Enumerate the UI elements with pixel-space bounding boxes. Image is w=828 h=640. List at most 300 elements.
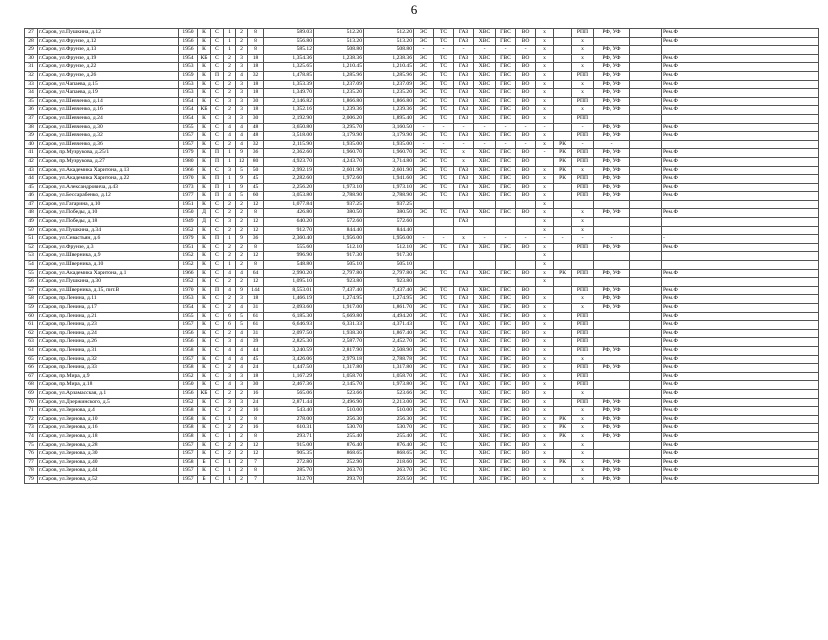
cell-entrances: 6 (224, 321, 236, 330)
cell-roof-repair (554, 475, 572, 484)
cell-roof-repair (554, 407, 572, 416)
cell-apartments: 30 (248, 381, 264, 390)
cell-heating: ТС (434, 304, 454, 313)
cell-facade-type: РФ, УФ (594, 269, 630, 278)
cell-row-number: 50 (25, 226, 38, 235)
table-row (25, 304, 819, 313)
cell-gas: ГАЗ (454, 218, 474, 227)
cell-hot-water: ГВС (496, 338, 516, 347)
cell-facade-maintenance: Рем.Ф (662, 71, 819, 80)
cell-marker-a: х (536, 467, 554, 476)
cell-address: г.Саров, пр.Музрукова, д.27 (38, 157, 179, 166)
cell-extra (630, 132, 662, 141)
cell-row-number: 48 (25, 209, 38, 218)
table-row (25, 218, 819, 227)
cell-year-built: 1951 (179, 243, 198, 252)
cell-address: г.Саров, пр.Ленина, д.24 (38, 329, 179, 338)
cell-living-area: 263.70 (314, 467, 364, 476)
cell-wall-material: К (198, 269, 211, 278)
cell-extra (630, 364, 662, 373)
cell-year-built: 1957 (179, 140, 198, 149)
cell-living-area: 1,866.80 (314, 97, 364, 106)
cell-facade-maintenance: Рем.Ф (662, 467, 819, 476)
cell-sewerage: ВО (516, 157, 536, 166)
cell-facade-maintenance: Рем.Ф (662, 63, 819, 72)
cell-address: г.Саров, ул.Бессарабенко, д.12 (38, 192, 179, 201)
cell-gas: ГАЗ (454, 192, 474, 201)
cell-sewerage: ВО (516, 106, 536, 115)
cell-entrances: 1 (224, 415, 236, 424)
cell-address: г.Саров, пр.Музрукова, д.25/1 (38, 149, 179, 158)
cell-floors: 3 (236, 63, 248, 72)
cell-electricity: ЭС (414, 71, 434, 80)
cell-roof-repair (554, 37, 572, 46)
cell-residential-area: 263.70 (364, 467, 414, 476)
cell-extra (630, 29, 662, 38)
cell-total-area: 556.80 (264, 37, 314, 46)
table-row (25, 346, 819, 355)
cell-total-area: 915.00 (264, 441, 314, 450)
cell-electricity (414, 261, 434, 270)
cell-extra (630, 415, 662, 424)
cell-address: г.Саров, ул.Зернова, д.4 (38, 407, 179, 416)
cell-apartments: 8 (248, 209, 264, 218)
cell-heating: ТС (434, 106, 454, 115)
cell-electricity (414, 321, 434, 330)
cell-roof-repair (554, 295, 572, 304)
cell-marker-a: х (536, 252, 554, 261)
cell-gas: ГАЗ (454, 243, 474, 252)
cell-year-built: 1966 (179, 166, 198, 175)
cell-wall-material: К (198, 467, 211, 476)
cell-row-number: 38 (25, 123, 38, 132)
cell-roof-repair: РК (554, 140, 572, 149)
cell-extra (630, 475, 662, 484)
cell-apartments: 16 (248, 424, 264, 433)
cell-floors: 2 (236, 243, 248, 252)
cell-cold-water: ХВС (474, 355, 496, 364)
cell-total-area: 8,553.01 (264, 286, 314, 295)
cell-floors: 3 (236, 295, 248, 304)
cell-year-built: 1952 (179, 261, 198, 270)
cell-residential-area: 512.20 (364, 29, 414, 38)
cell-roof-repair (554, 200, 572, 209)
cell-roof-repair (554, 80, 572, 89)
cell-address: г.Саров, ул.Академика Харитона, д.22 (38, 175, 179, 184)
cell-heating (434, 278, 454, 287)
cell-floors: 3 (236, 398, 248, 407)
cell-year-built: 1953 (179, 89, 198, 98)
cell-year-built: 1959 (179, 71, 198, 80)
cell-cold-water: ХВС (474, 304, 496, 313)
cell-category: С (211, 467, 224, 476)
cell-floors: 2 (236, 209, 248, 218)
cell-living-area: 2,601.90 (314, 166, 364, 175)
cell-roof-repair: РК (554, 424, 572, 433)
cell-row-number: 69 (25, 389, 38, 398)
cell-electricity: ЭС (414, 157, 434, 166)
cell-marker-a: х (536, 166, 554, 175)
cell-floors: 4 (236, 338, 248, 347)
cell-cold-water: ХВС (474, 183, 496, 192)
cell-electricity: ЭС (414, 475, 434, 484)
cell-total-area: 2,825.30 (264, 338, 314, 347)
cell-gas (454, 467, 474, 476)
cell-year-built: 1979 (179, 149, 198, 158)
cell-extra (630, 63, 662, 72)
cell-living-area: 3,295.70 (314, 123, 364, 132)
table-row (25, 329, 819, 338)
cell-total-area: 555.60 (264, 243, 314, 252)
cell-total-area: 1,095.10 (264, 278, 314, 287)
cell-year-built: 1970 (179, 175, 198, 184)
cell-facade-maintenance: Рем.Ф (662, 321, 819, 330)
cell-address: г.Саров, ул.Севастьян, д.6 (38, 235, 179, 244)
cell-hot-water: ГВС (496, 458, 516, 467)
cell-electricity: ЭС (414, 415, 434, 424)
cell-floors: 3 (236, 97, 248, 106)
table-row (25, 89, 819, 98)
cell-floors: 2 (236, 450, 248, 459)
cell-facade-maintenance: Рем.Ф (662, 450, 819, 459)
cell-row-number: 34 (25, 89, 38, 98)
cell-row-number: 56 (25, 278, 38, 287)
cell-electricity (414, 278, 434, 287)
cell-facade-maintenance (662, 252, 819, 261)
cell-wall-material: К (198, 140, 211, 149)
cell-facade-type: РФ, УФ (594, 54, 630, 63)
cell-residential-area: 2,213.00 (364, 398, 414, 407)
cell-facade-repair: РПП (572, 71, 594, 80)
cell-sewerage: ВО (516, 364, 536, 373)
cell-extra (630, 252, 662, 261)
cell-roof-repair (554, 398, 572, 407)
cell-apartments: 45 (248, 175, 264, 184)
cell-row-number: 49 (25, 218, 38, 227)
cell-living-area: 512.10 (314, 243, 364, 252)
cell-wall-material: К (198, 29, 211, 38)
cell-entrances: 6 (224, 312, 236, 321)
cell-cold-water: ХВС (474, 381, 496, 390)
cell-cold-water: ХВС (474, 389, 496, 398)
cell-facade-maintenance: Рем.Ф (662, 80, 819, 89)
cell-extra (630, 269, 662, 278)
cell-residential-area: 4,494.20 (364, 312, 414, 321)
cell-heating: ТС (434, 29, 454, 38)
cell-gas (454, 424, 474, 433)
cell-residential-area: 508.80 (364, 46, 414, 55)
cell-year-built: 1950 (179, 209, 198, 218)
cell-entrances: 2 (224, 54, 236, 63)
cell-floors: 2 (236, 226, 248, 235)
cell-hot-water: ГВС (496, 441, 516, 450)
cell-category: С (211, 37, 224, 46)
cell-hot-water: ГВС (496, 243, 516, 252)
cell-sewerage: ВО (516, 450, 536, 459)
cell-electricity: ЭС (414, 355, 434, 364)
cell-entrances: 2 (224, 226, 236, 235)
cell-facade-type: РФ, УФ (594, 424, 630, 433)
cell-heating: ТС (434, 346, 454, 355)
cell-row-number: 44 (25, 175, 38, 184)
cell-residential-area: 2,797.80 (364, 269, 414, 278)
table-row (25, 321, 819, 330)
cell-apartments: 30 (248, 97, 264, 106)
table-row (25, 140, 819, 149)
cell-category: С (211, 243, 224, 252)
cell-entrances: 4 (224, 286, 236, 295)
cell-facade-repair: РПП (572, 149, 594, 158)
table-row (25, 381, 819, 390)
cell-facade-type: РФ, УФ (594, 46, 630, 55)
cell-entrances: 2 (224, 200, 236, 209)
cell-address: г.Саров, ул.Чапаева, д.19 (38, 89, 179, 98)
cell-gas (454, 475, 474, 484)
cell-year-built: 1956 (179, 389, 198, 398)
cell-cold-water: ХВС (474, 54, 496, 63)
cell-electricity: ЭС (414, 149, 434, 158)
cell-entrances: 1 (224, 37, 236, 46)
cell-residential-area: 1,941.60 (364, 175, 414, 184)
cell-hot-water: - (496, 140, 516, 149)
cell-sewerage: ВО (516, 89, 536, 98)
cell-wall-material: К (198, 114, 211, 123)
cell-living-area: 4,243.70 (314, 157, 364, 166)
cell-living-area: 1,938.30 (314, 329, 364, 338)
cell-floors: 12 (236, 157, 248, 166)
cell-residential-area: 1,317.80 (364, 364, 414, 373)
cell-facade-type: РФ, УФ (594, 183, 630, 192)
cell-living-area: 1,972.60 (314, 175, 364, 184)
cell-apartments: 18 (248, 89, 264, 98)
cell-total-area: 996.90 (264, 252, 314, 261)
cell-total-area: 585.12 (264, 46, 314, 55)
cell-year-built: 1958 (179, 424, 198, 433)
cell-extra (630, 424, 662, 433)
cell-facade-repair: х (572, 432, 594, 441)
cell-apartments: 16 (248, 389, 264, 398)
table-row (25, 432, 819, 441)
cell-facade-maintenance: Рем.Ф (662, 54, 819, 63)
cell-total-area: 2,467.36 (264, 381, 314, 390)
cell-row-number: 64 (25, 346, 38, 355)
cell-gas: ГАЗ (454, 71, 474, 80)
cell-marker-a: х (536, 458, 554, 467)
cell-floors: 4 (236, 364, 248, 373)
cell-facade-repair: РПП (572, 114, 594, 123)
table-row (25, 149, 819, 158)
cell-cold-water: ХВС (474, 243, 496, 252)
cell-facade-type (594, 114, 630, 123)
cell-apartments: 7 (248, 458, 264, 467)
cell-entrances: 1 (224, 432, 236, 441)
cell-living-area: 255.40 (314, 432, 364, 441)
cell-category: С (211, 278, 224, 287)
cell-cold-water (474, 218, 496, 227)
housing-stock-table (24, 28, 819, 484)
cell-extra (630, 321, 662, 330)
cell-living-area: 2,788.90 (314, 192, 364, 201)
cell-heating: ТС (434, 398, 454, 407)
cell-electricity: ЭС (414, 441, 434, 450)
cell-total-area: 1,447.50 (264, 364, 314, 373)
table-row (25, 209, 819, 218)
cell-heating: ТС (434, 355, 454, 364)
cell-wall-material: К (198, 37, 211, 46)
cell-facade-type: РФ, УФ (594, 106, 630, 115)
cell-electricity (414, 226, 434, 235)
cell-address: г.Саров, ул.Шевченко, д.24 (38, 114, 179, 123)
cell-hot-water: ГВС (496, 209, 516, 218)
cell-year-built: 1952 (179, 226, 198, 235)
cell-wall-material: К (198, 183, 211, 192)
cell-entrances: 2 (224, 441, 236, 450)
cell-facade-repair: х (572, 80, 594, 89)
cell-roof-repair (554, 97, 572, 106)
cell-row-number: 36 (25, 106, 38, 115)
cell-apartments: 16 (248, 407, 264, 416)
cell-residential-area: 259.50 (364, 475, 414, 484)
cell-wall-material: К (198, 132, 211, 141)
cell-hot-water: ГВС (496, 312, 516, 321)
cell-extra (630, 381, 662, 390)
cell-total-area: 1,167.29 (264, 372, 314, 381)
cell-facade-repair: х (572, 54, 594, 63)
cell-facade-repair: х (572, 295, 594, 304)
cell-residential-area: 937.25 (364, 200, 414, 209)
cell-electricity: ЭС (414, 97, 434, 106)
cell-marker-a: х (536, 114, 554, 123)
cell-floors: 2 (236, 432, 248, 441)
cell-roof-repair: РК (554, 432, 572, 441)
cell-category: С (211, 329, 224, 338)
cell-living-area: 923.80 (314, 278, 364, 287)
cell-sewerage: ВО (516, 243, 536, 252)
table-row (25, 450, 819, 459)
cell-cold-water: ХВС (474, 329, 496, 338)
cell-facade-maintenance: Рем.Ф (662, 415, 819, 424)
cell-gas: ГАЗ (454, 321, 474, 330)
cell-marker-a: х (536, 200, 554, 209)
cell-row-number: 27 (25, 29, 38, 38)
cell-address: г.Саров, ул.Зернова, д.10 (38, 415, 179, 424)
cell-heating: ТС (434, 166, 454, 175)
cell-cold-water: ХВС (474, 407, 496, 416)
cell-cold-water: - (474, 46, 496, 55)
cell-facade-repair: х (572, 355, 594, 364)
cell-entrances: 4 (224, 269, 236, 278)
cell-apartments: 8 (248, 29, 264, 38)
cell-row-number: 79 (25, 475, 38, 484)
cell-entrances: 3 (224, 372, 236, 381)
cell-entrances: 1 (224, 46, 236, 55)
cell-heating: ТС (434, 132, 454, 141)
cell-residential-area: 1,866.80 (364, 97, 414, 106)
cell-extra (630, 295, 662, 304)
cell-category: С (211, 80, 224, 89)
cell-marker-a: х (536, 183, 554, 192)
table-row (25, 226, 819, 235)
cell-facade-type: РФ, УФ (594, 192, 630, 201)
cell-wall-material: К (198, 346, 211, 355)
cell-year-built: 1957 (179, 467, 198, 476)
cell-living-area: 1,274.95 (314, 295, 364, 304)
cell-heating: ТС (434, 312, 454, 321)
cell-residential-area: 1,285.96 (364, 71, 414, 80)
cell-year-built: 1956 (179, 37, 198, 46)
cell-facade-maintenance: Рем.Ф (662, 398, 819, 407)
cell-floors: 2 (236, 467, 248, 476)
table-row (25, 63, 819, 72)
cell-entrances: 4 (224, 355, 236, 364)
cell-address: г.Саров, ул.Шевченко, д.36 (38, 140, 179, 149)
cell-address: г.Саров, ул.Зернова, д.52 (38, 475, 179, 484)
cell-facade-maintenance: Рем.Ф (662, 243, 819, 252)
cell-roof-repair (554, 243, 572, 252)
cell-facade-type: РФ, УФ (594, 346, 630, 355)
cell-hot-water: ГВС (496, 106, 516, 115)
cell-year-built: 1953 (179, 63, 198, 72)
cell-total-area: 4,923.70 (264, 157, 314, 166)
cell-roof-repair (554, 114, 572, 123)
cell-facade-type (594, 450, 630, 459)
cell-row-number: 76 (25, 450, 38, 459)
cell-category: С (211, 106, 224, 115)
cell-wall-material: Д (198, 209, 211, 218)
cell-hot-water (496, 226, 516, 235)
cell-floors: 2 (236, 441, 248, 450)
cell-year-built: 1954 (179, 97, 198, 106)
cell-year-built: 1952 (179, 252, 198, 261)
cell-hot-water: ГВС (496, 63, 516, 72)
cell-category: С (211, 304, 224, 313)
cell-sewerage: ВО (516, 424, 536, 433)
cell-category: С (211, 441, 224, 450)
cell-wall-material: К (198, 415, 211, 424)
cell-facade-type (594, 321, 630, 330)
cell-sewerage: ВО (516, 97, 536, 106)
cell-residential-area: 256.30 (364, 415, 414, 424)
cell-heating: ТС (434, 295, 454, 304)
cell-entrances: 1 (224, 261, 236, 270)
cell-heating (434, 261, 454, 270)
cell-sewerage: ВО (516, 475, 536, 484)
cell-total-area: 2,990.20 (264, 269, 314, 278)
cell-apartments: 44 (248, 346, 264, 355)
cell-living-area: 2,006.20 (314, 114, 364, 123)
cell-total-area: 2,097.50 (264, 329, 314, 338)
cell-row-number: 40 (25, 140, 38, 149)
cell-category: С (211, 424, 224, 433)
cell-facade-type: РФ, УФ (594, 71, 630, 80)
cell-living-area: 1,058.70 (314, 372, 364, 381)
cell-facade-maintenance: Рем.Ф (662, 441, 819, 450)
cell-cold-water: ХВС (474, 80, 496, 89)
cell-facade-type: РФ, УФ (594, 398, 630, 407)
cell-wall-material: Б (198, 475, 211, 484)
cell-year-built: 1958 (179, 346, 198, 355)
cell-gas: ГАЗ (454, 338, 474, 347)
cell-sewerage: ВО (516, 407, 536, 416)
cell-wall-material: КБ (198, 389, 211, 398)
cell-cold-water: ХВС (474, 37, 496, 46)
cell-address: г.Саров, ул.Гагарина, д.10 (38, 200, 179, 209)
table-row (25, 364, 819, 373)
cell-living-area: 510.00 (314, 407, 364, 416)
cell-year-built: 1950 (179, 29, 198, 38)
cell-facade-repair (572, 200, 594, 209)
cell-apartments: 50 (248, 166, 264, 175)
